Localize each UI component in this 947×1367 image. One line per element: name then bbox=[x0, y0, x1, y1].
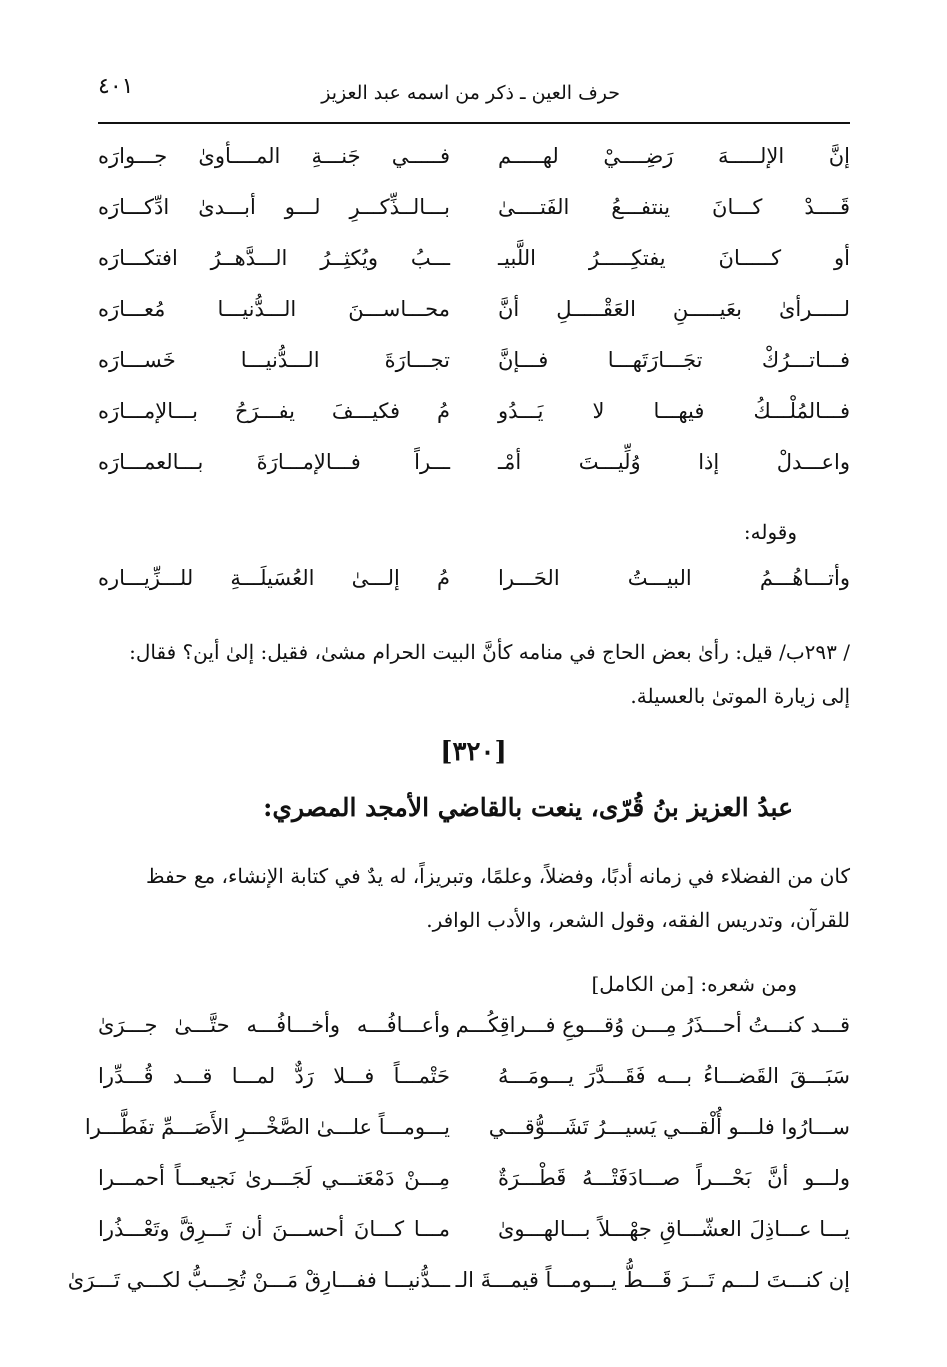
verse-line bbox=[98, 444, 850, 495]
verse-line bbox=[98, 240, 850, 291]
single-verse bbox=[98, 560, 850, 611]
second-hemistich: ـــدُّنيـــا ففـــارِقْ مَـــنْ تُحِـــبُّ لكـــي تَـــرَىٰ bbox=[67, 1268, 450, 1292]
first-hemistich: إنَّ الإلـــــهَ رَضِــــيْ لهـــــم bbox=[498, 144, 850, 168]
first-hemistich: يـــا عـــاذِلَ العشّـــاقِ جهْـــلاً بـــالهـــوىٰ bbox=[498, 1217, 850, 1241]
poem-intro: ومن شعره: [من الكامل] bbox=[591, 972, 797, 996]
verse-line bbox=[98, 1160, 850, 1211]
second-hemistich: وأعـــافُـــه وأخـــافُـــه حتَّـــىٰ جـــرَىٰ bbox=[98, 1013, 450, 1037]
verse-line bbox=[98, 342, 850, 393]
first-hemistich: سَبَـــقَ القَضـــاءُ بـــه فَقَـــدَّرَ يـــومَـــهُ bbox=[498, 1064, 850, 1088]
first-hemistich: أو كـــــانَ يفتكِـــــرُ اللَّبيـ bbox=[498, 246, 850, 270]
second-hemistich: مُ فكيـــفَ يفـــرَحُ بـــالإمـــارَه bbox=[98, 399, 450, 423]
second-hemistich: مُ إلـــىٰ العُسَيلَـــةِ للـــزِّيـــاره bbox=[98, 566, 450, 590]
second-hemistich: يـــومـــاً علـــىٰ الصَّخْـــرِ الأَصَـــمِّ تفَطَّـــرا bbox=[84, 1115, 450, 1139]
second-hemistich: مـــا كـــانَ أحســـنَ أن تَـــرِقَّ وتَعْـــذُرا bbox=[98, 1217, 450, 1241]
first-hemistich: قـــد كنـــتُ أحـــذَرُ مِـــن وُقـــوعِ فـــراقِكُـــم bbox=[455, 1013, 850, 1037]
second-hemistich: بـــالــذِّكـــرِ لـــو أبـــدىٰ ادِّكـــارَه bbox=[98, 195, 450, 219]
verse-line bbox=[98, 1007, 850, 1058]
verse-line bbox=[84, 1109, 850, 1160]
first-hemistich: ولـــو أنَّ بَحْـــراً صـــادَفَتْـــهُ قَطْـــرَةٌ bbox=[498, 1166, 850, 1190]
first-hemistich: ســـارُوا فلـــو أُلْقـــي يَسيـــرُ تَشَـــوُّقـــي bbox=[488, 1115, 850, 1139]
verse-line bbox=[98, 189, 850, 240]
verse-line bbox=[98, 393, 850, 444]
second-hemistich: محـــاســـنَ الـــدُّنيـــا مُعـــارَه bbox=[98, 297, 450, 321]
first-hemistich: وأتـــاهُـــمُ البيـــتُ الحَـــرا bbox=[498, 566, 850, 590]
first-hemistich: قَــــدْ كـــانَ ينتفـــعُ الفَتــــىٰ bbox=[498, 195, 850, 219]
second-hemistich: حَتْمـــاً فـــلا رَدٌّ لمـــا قـــد قُـــدِّرا bbox=[98, 1064, 450, 1088]
verse-line bbox=[98, 1058, 850, 1109]
second-hemistich: مِـــنْ دَمْعَتـــي لَجَـــرىٰ نَجيعـــاً أحمـــرا bbox=[98, 1166, 450, 1190]
second-hemistich: ـــبُ ويُكثِــرُ الـــدَّهــرُ افتكـــارَه bbox=[98, 246, 450, 270]
second-hemistich: ـــراً فـــالإمـــارَةَ بـــالعمـــارَه bbox=[98, 450, 450, 474]
entry-number: [٣٢٠] bbox=[440, 737, 507, 767]
verse-line bbox=[98, 1211, 850, 1262]
verse-line bbox=[98, 291, 850, 342]
second-hemistich: فـــــي جَنـــةِ المــــأوىٰ جـــوارَه bbox=[98, 144, 450, 168]
first-hemistich: فـــالمُلْـــكُ فيهـــا لا يَـــدُو bbox=[498, 399, 850, 423]
first-hemistich: إن كنـــتَ لـــم تَـــرَ قَـــطُّ يـــومـــاً قيمـــةَ الـ bbox=[455, 1268, 850, 1292]
verse-line bbox=[98, 560, 850, 611]
entry-heading: عبدُ العزيز بنُ قُرّى، ينعت بالقاضي الأمجد المصري: bbox=[263, 793, 793, 822]
page-number: ٤٠١ bbox=[98, 74, 134, 99]
running-header bbox=[98, 72, 850, 124]
verse-line bbox=[67, 1262, 850, 1313]
first-hemistich: لـــــرأىٰ بعَيـــــنِ العَقْـــــلِ أنَّ bbox=[498, 297, 850, 321]
intro-wa-qawluhu: وقوله: bbox=[743, 520, 797, 544]
poem-2 bbox=[67, 1007, 850, 1313]
poem-1 bbox=[98, 138, 850, 495]
verse-line bbox=[98, 138, 850, 189]
anecdote-paragraph: / ٢٩٣ب/ قيل: رأىٰ بعض الحاج في منامه كأنَّ البيت الحرام مشىٰ، فقيل: إلىٰ أين؟ فقال: إلى زيارة الموتىٰ بالعسيلة. bbox=[129, 640, 850, 708]
second-hemistich: تجـــارَةَ الـــدُّنيـــا خَســـارَه bbox=[98, 348, 450, 372]
first-hemistich: فـــاتـــرُكْ تجَـــارَتَهـــا فـــإنَّ bbox=[498, 348, 850, 372]
first-hemistich: واعـــدلْ إذا وُلِّيـــتَ أمْـ bbox=[498, 450, 850, 474]
running-title: حرف العين ـ ذكر من اسمه عبد العزيز bbox=[321, 82, 620, 104]
bio-paragraph: كان من الفضلاء في زمانه أدبًا، وفضلاً، وعلمًا، وتبريزاً، له يدٌ في كتابة الإنشاء، مع حفظ للقرآن، وتدريس الفقه، وقول الشعر، والأدب الوافر. bbox=[146, 864, 850, 932]
